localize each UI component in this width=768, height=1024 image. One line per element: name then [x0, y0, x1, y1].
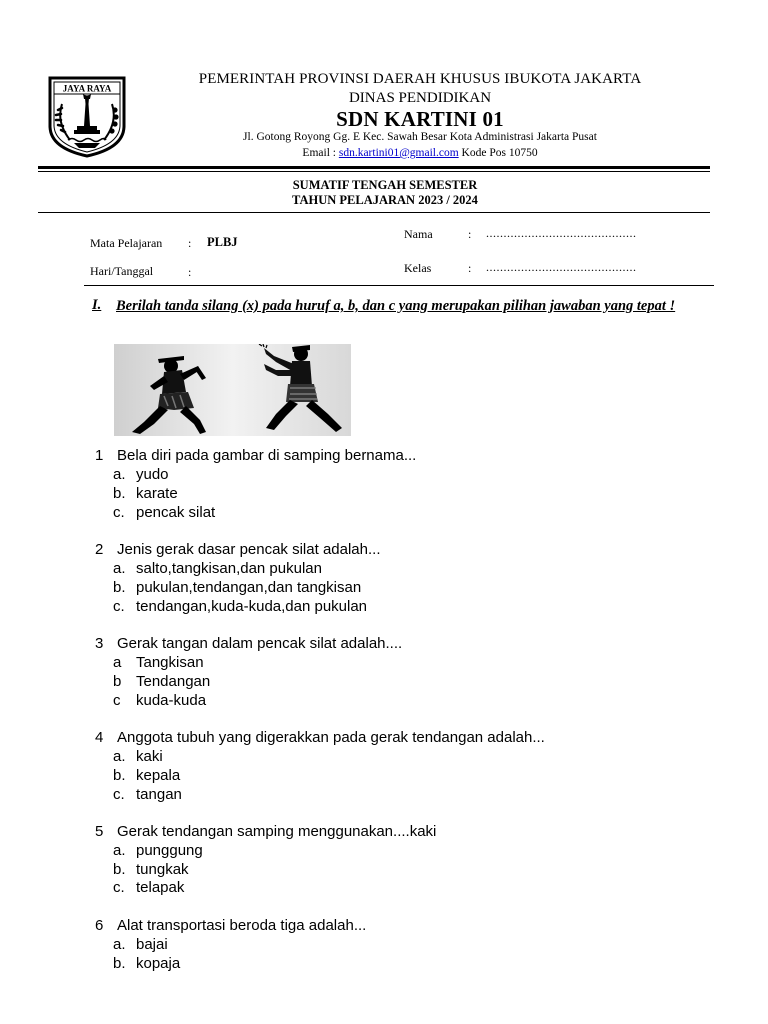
option-text: kepala — [136, 767, 181, 784]
name-colon: : — [468, 227, 472, 241]
question-number: 1 — [95, 447, 104, 464]
question-text: Gerak tendangan samping menggunakan....kaki — [117, 823, 437, 840]
option-letter: c. — [113, 786, 125, 803]
option-text: telapak — [136, 879, 185, 896]
option-letter: b. — [113, 579, 126, 596]
day-date-label: Hari/Tanggal — [90, 264, 154, 278]
header-divider-thin — [38, 171, 710, 172]
question-text: Gerak tangan dalam pencak silat adalah.... — [117, 635, 403, 652]
option-4c[interactable] — [113, 786, 182, 803]
option-text: Tendangan — [136, 673, 211, 690]
option-2b[interactable] — [113, 579, 361, 596]
info-divider — [84, 285, 714, 286]
question-1 — [95, 447, 416, 464]
option-text: kaki — [136, 748, 163, 765]
option-text: pukulan,tendangan,dan tangkisan — [136, 579, 362, 596]
subject-label: Mata Pelajaran — [90, 236, 163, 250]
day-date-colon: : — [188, 265, 192, 279]
option-letter: a. — [113, 560, 126, 577]
header-divider-thick — [38, 166, 710, 169]
option-3b[interactable] — [113, 673, 210, 690]
class-field[interactable]: ........................................... — [486, 260, 637, 274]
option-4b[interactable] — [113, 767, 180, 784]
postal-code: Kode Pos 10750 — [461, 147, 538, 159]
option-5b[interactable] — [113, 861, 189, 878]
option-letter: a. — [113, 466, 126, 483]
option-letter: a. — [113, 936, 126, 953]
question-4 — [95, 729, 545, 746]
option-text: bajai — [136, 936, 168, 953]
logo-text: JAYA RAYA — [62, 83, 112, 94]
option-2a[interactable] — [113, 560, 322, 577]
option-1c[interactable] — [113, 504, 215, 521]
question-3 — [95, 635, 402, 652]
title-divider — [38, 212, 710, 213]
option-text: salto,tangkisan,dan pukulan — [136, 560, 322, 577]
option-letter: b. — [113, 485, 126, 502]
option-letter: c. — [113, 598, 125, 615]
question-number: 5 — [95, 823, 104, 840]
section-instruction: Berilah tanda silang (x) pada huruf a, b, dan c yang merupakan pilihan jawaban yang tepat ! — [116, 298, 676, 314]
option-text: punggung — [136, 842, 203, 859]
question-2 — [95, 541, 381, 558]
option-letter: a. — [113, 842, 126, 859]
jakarta-emblem-logo — [44, 74, 130, 158]
option-letter: a. — [113, 748, 126, 765]
option-5c[interactable] — [113, 879, 184, 896]
subject-value: PLBJ — [207, 235, 238, 249]
email-link[interactable]: sdn.kartini01@gmail.com — [338, 147, 459, 159]
option-letter: b — [113, 673, 122, 690]
question-6 — [95, 917, 366, 934]
school-name: SDN KARTINI 01 — [336, 107, 504, 131]
option-letter: c — [113, 692, 121, 709]
academic-year: TAHUN PELAJARAN 2023 / 2024 — [292, 193, 478, 207]
question-text: Jenis gerak dasar pencak silat adalah... — [117, 541, 381, 558]
option-6a[interactable] — [113, 936, 168, 953]
option-letter: c. — [113, 879, 125, 896]
option-letter: c. — [113, 504, 125, 521]
option-5a[interactable] — [113, 842, 203, 859]
option-text: kopaja — [136, 955, 181, 972]
question-number: 2 — [95, 541, 104, 558]
option-1b[interactable] — [113, 485, 178, 502]
option-letter: b. — [113, 955, 126, 972]
option-text: pencak silat — [136, 504, 216, 521]
department-name: DINAS PENDIDIKAN — [348, 90, 492, 106]
option-text: Tangkisan — [136, 654, 204, 671]
question-number: 4 — [95, 729, 104, 746]
option-text: karate — [136, 485, 178, 502]
option-3a[interactable] — [113, 654, 204, 671]
pencak-silat-illustration — [114, 344, 351, 436]
section-number: I. — [92, 297, 102, 313]
option-letter: b. — [113, 861, 126, 878]
question-number: 3 — [95, 635, 104, 652]
name-label: Nama — [404, 227, 433, 241]
option-text: kuda-kuda — [136, 692, 207, 709]
school-address: Jl. Gotong Royong Gg. E Kec. Sawah Besar Kota Administrasi Jakarta Pusat — [243, 131, 597, 143]
question-text: Bela diri pada gambar di samping bernama... — [117, 447, 417, 464]
option-text: yudo — [136, 466, 169, 483]
option-2c[interactable] — [113, 598, 367, 615]
option-text: tungkak — [136, 861, 189, 878]
option-4a[interactable] — [113, 748, 163, 765]
option-6b[interactable] — [113, 955, 180, 972]
class-colon: : — [468, 261, 472, 275]
option-letter: b. — [113, 767, 126, 784]
question-5 — [95, 823, 436, 840]
option-3c[interactable] — [113, 692, 206, 709]
question-number: 6 — [95, 917, 104, 934]
name-field[interactable]: ........................................... — [486, 226, 637, 240]
question-text: Alat transportasi beroda tiga adalah... — [117, 917, 367, 934]
email-label: Email : — [302, 147, 336, 159]
option-letter: a — [113, 654, 122, 671]
subject-colon: : — [188, 236, 192, 250]
class-label: Kelas — [404, 261, 432, 275]
option-text: tendangan,kuda-kuda,dan pukulan — [136, 598, 368, 615]
question-text: Anggota tubuh yang digerakkan pada gerak tendangan adalah... — [117, 729, 545, 746]
exam-title: SUMATIF TENGAH SEMESTER — [292, 178, 478, 192]
government-name: PEMERINTAH PROVINSI DAERAH KHUSUS IBUKOTA JAKARTA — [198, 71, 642, 87]
option-1a[interactable] — [113, 466, 169, 483]
contact-line — [150, 147, 690, 159]
option-text: tangan — [136, 786, 182, 803]
